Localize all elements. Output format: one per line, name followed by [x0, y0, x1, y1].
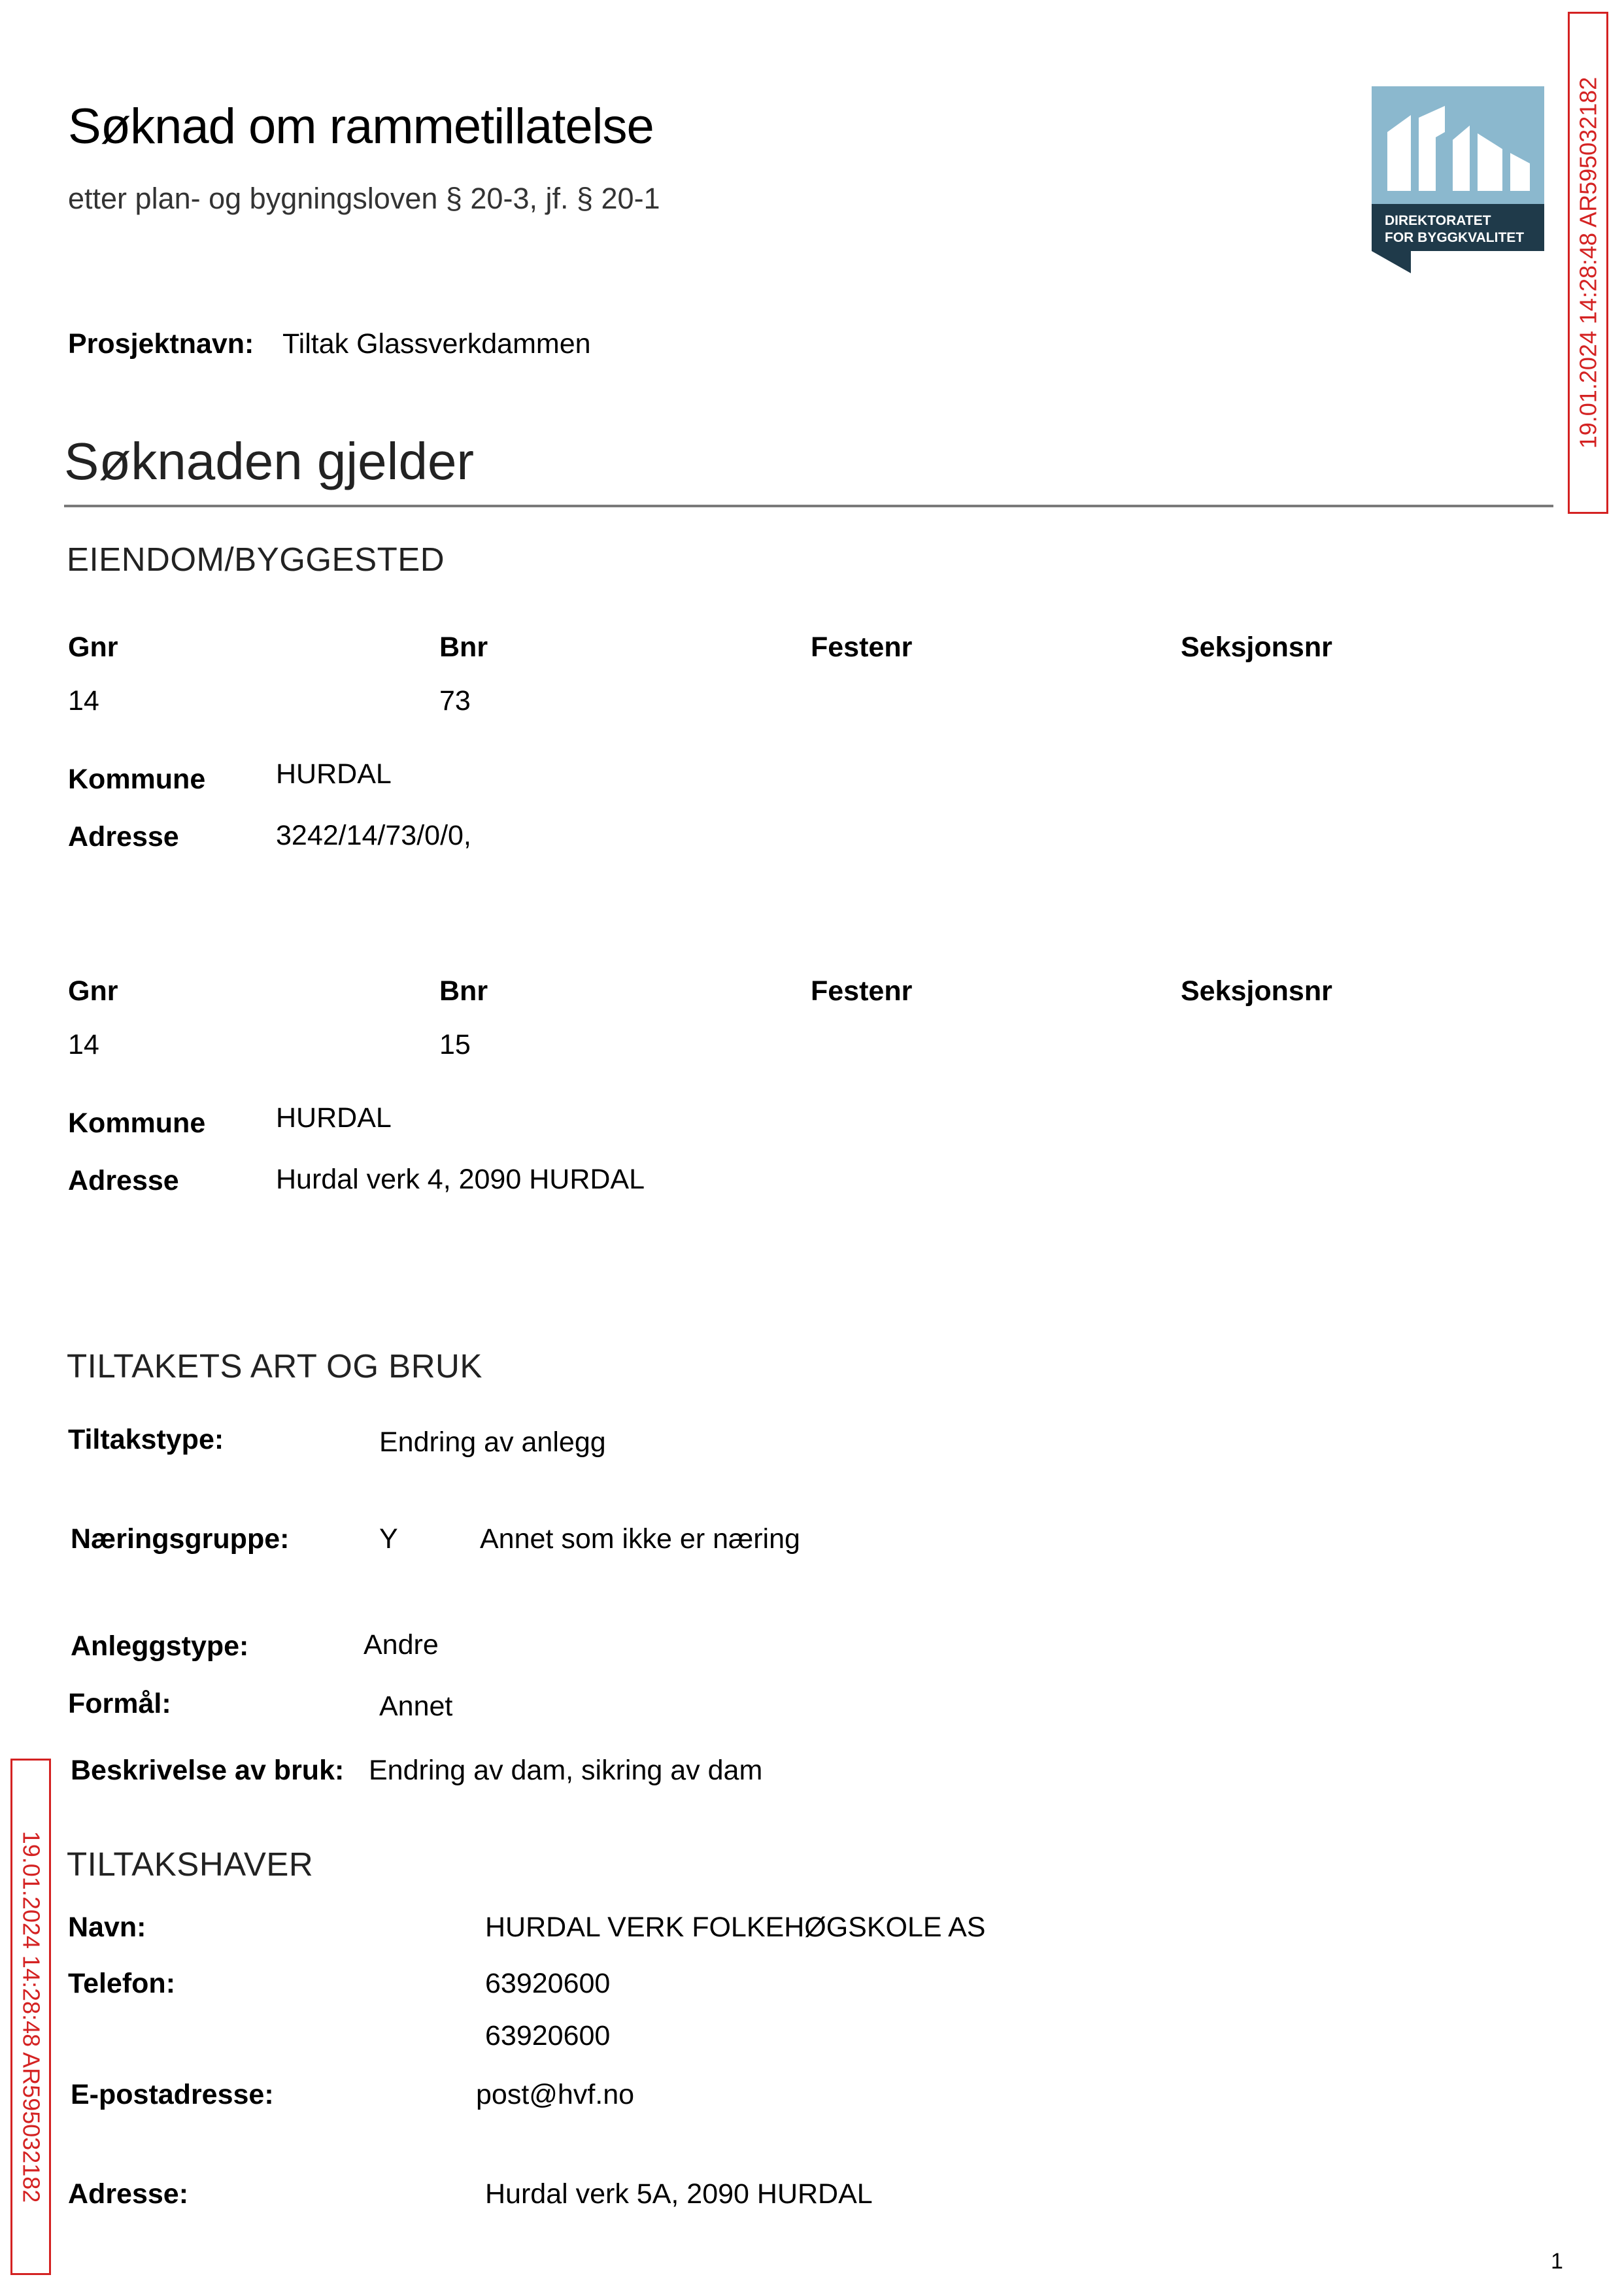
- stamp-text: 19.01.2024 14:28:48 AR595032182: [1574, 76, 1601, 449]
- navn-value: HURDAL VERK FOLKEHØGSKOLE AS: [485, 1912, 986, 1943]
- adresse-value: 3242/14/73/0/0,: [276, 820, 471, 851]
- tiltakstype-label: Tiltakstype:: [68, 1424, 224, 1455]
- project-name-label: Prosjektnavn:: [68, 328, 254, 360]
- seksjonsnr-label: Seksjonsnr: [1181, 975, 1332, 1007]
- bnr-value: 15: [439, 1029, 471, 1060]
- formal-value: Annet: [379, 1691, 453, 1722]
- kommune-label: Kommune: [68, 1107, 206, 1139]
- logo-line2: FOR BYGGKVALITET: [1385, 230, 1525, 245]
- seksjonsnr-label: Seksjonsnr: [1181, 632, 1332, 663]
- section-divider: [64, 505, 1553, 507]
- telefon-value: 63920600: [485, 1968, 611, 1999]
- document-subtitle: etter plan- og bygningsloven § 20-3, jf. § 20-1: [68, 182, 660, 215]
- tiltak-heading: TILTAKETS ART OG BRUK: [67, 1347, 482, 1385]
- tiltakshaver-adresse-value: Hurdal verk 5A, 2090 HURDAL: [485, 2178, 873, 2210]
- festenr-label: Festenr: [811, 632, 913, 663]
- bnr-label: Bnr: [439, 975, 488, 1007]
- page-number: 1: [1551, 2249, 1563, 2274]
- gnr-value: 14: [68, 685, 99, 717]
- epost-label: E-postadresse:: [71, 2079, 274, 2110]
- beskrivelse-value: Endring av dam, sikring av dam: [369, 1755, 763, 1786]
- adresse-label: Adresse: [68, 1165, 179, 1196]
- formal-label: Formål:: [68, 1688, 171, 1719]
- dibk-logo: [1372, 86, 1544, 273]
- logo-line1: DIREKTORATET: [1385, 213, 1491, 228]
- project-name-value: Tiltak Glassverkdammen: [282, 328, 591, 360]
- eiendom-heading: EIENDOM/BYGGESTED: [67, 541, 445, 578]
- gnr-label: Gnr: [68, 975, 118, 1007]
- naeringsgruppe-value: Annet som ikke er næring: [480, 1523, 800, 1555]
- section-heading: Søknaden gjelder: [64, 432, 475, 490]
- dibk-logo-mark: [1372, 86, 1544, 273]
- document-title: Søknad om rammetillatelse: [68, 99, 654, 154]
- telefon-label: Telefon:: [68, 1968, 176, 1999]
- tiltakshaver-adresse-label: Adresse:: [68, 2178, 189, 2210]
- received-stamp-right: [1568, 12, 1608, 514]
- kommune-value: HURDAL: [276, 1102, 392, 1134]
- telefon-value: 63920600: [485, 2020, 611, 2051]
- tiltakstype-value: Endring av anlegg: [379, 1426, 606, 1458]
- kommune-label: Kommune: [68, 764, 206, 795]
- festenr-label: Festenr: [811, 975, 913, 1007]
- naeringsgruppe-code: Y: [379, 1523, 398, 1555]
- tiltakshaver-heading: TILTAKSHAVER: [67, 1846, 314, 1883]
- anleggstype-value: Andre: [364, 1629, 439, 1661]
- gnr-value: 14: [68, 1029, 99, 1060]
- beskrivelse-label: Beskrivelse av bruk:: [71, 1755, 345, 1786]
- bnr-label: Bnr: [439, 632, 488, 663]
- anleggstype-label: Anleggstype:: [71, 1630, 249, 1662]
- stamp-text: 19.01.2024 14:28:48 AR595032182: [18, 1830, 44, 2203]
- epost-value: post@hvf.no: [476, 2079, 635, 2110]
- navn-label: Navn:: [68, 1912, 146, 1943]
- gnr-label: Gnr: [68, 632, 118, 663]
- adresse-label: Adresse: [68, 821, 179, 852]
- received-stamp-left: [10, 1759, 51, 2275]
- naeringsgruppe-label: Næringsgruppe:: [71, 1523, 290, 1555]
- adresse-value: Hurdal verk 4, 2090 HURDAL: [276, 1164, 645, 1195]
- kommune-value: HURDAL: [276, 758, 392, 790]
- bnr-value: 73: [439, 685, 471, 717]
